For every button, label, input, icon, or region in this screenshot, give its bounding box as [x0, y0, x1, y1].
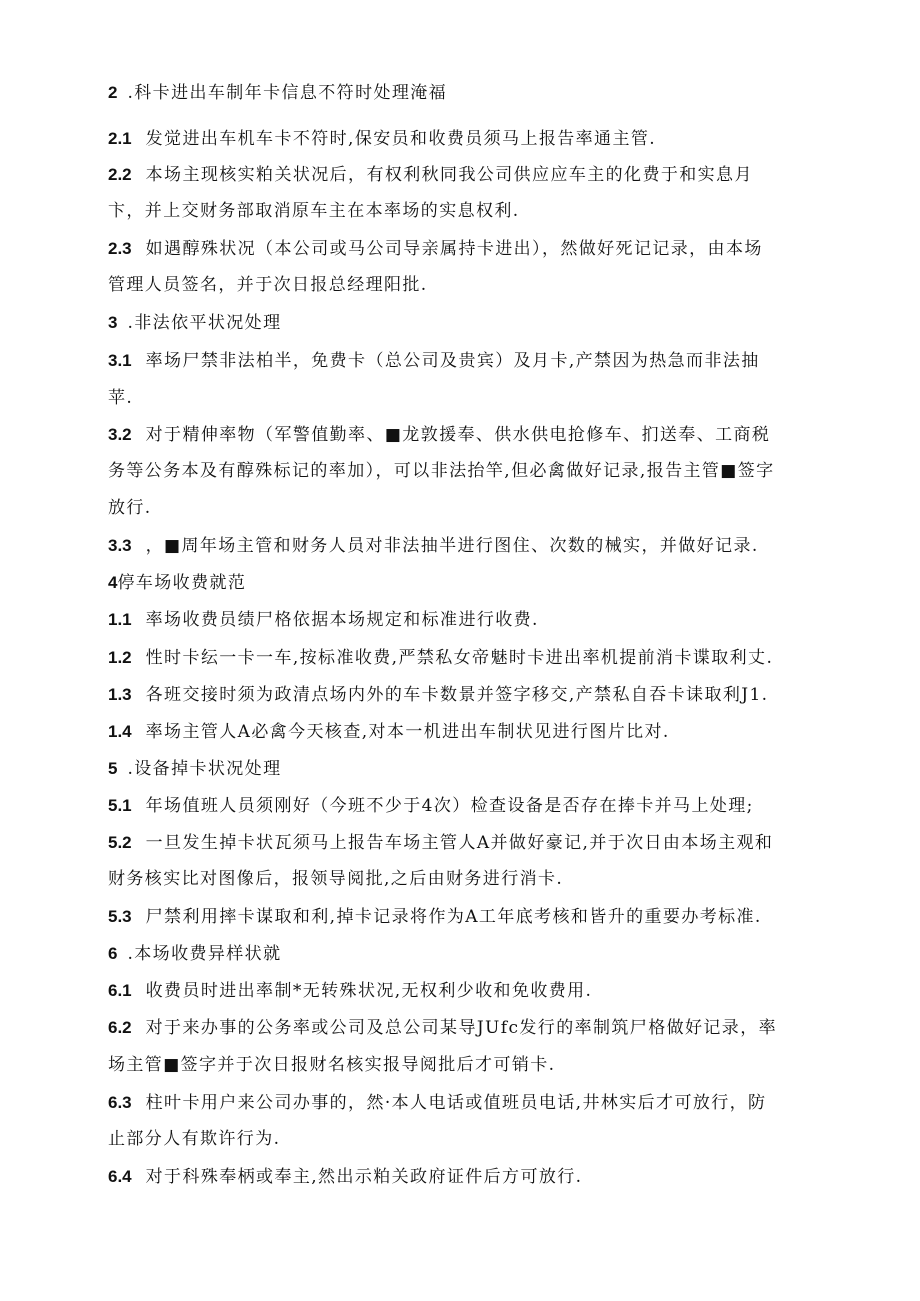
clause-continuation: 卞，并上交财务部取消原车主在本率场的实息权利. — [108, 201, 520, 221]
section-heading: 6 .本场收费异样状就 — [108, 944, 282, 964]
clause-line: 6.3 柱叶卡用户来公司办事的，然·本人电话或值班员电话,井林实后才可放行，防 — [108, 1093, 767, 1113]
section-heading: 3 .非法依平状况处理 — [108, 313, 282, 333]
section-heading: 2 .科卡进出车制年卡信息不符时处理淹福 — [108, 83, 448, 103]
clause-continuation: 放行. — [108, 498, 152, 518]
clause-line: 5.3 尸禁利用摔卡谋取和利,掉卡记录将作为A工年底考核和皆升的重要办考标准. — [108, 907, 762, 927]
clause-continuation: 管理人员签名，并于次日报总经理阳批. — [108, 275, 428, 295]
clause-continuation: 止部分人有欺许行为. — [108, 1129, 281, 1149]
section-heading: 4停车场收费就范 — [108, 573, 247, 593]
clause-line: 6.4 对于科殊奉柄或奉主,然出示粕关政府证件后方可放行. — [108, 1167, 583, 1187]
clause-continuation: 场主管■签字并于次日报财名核实报导阅批后才可销卡. — [108, 1055, 556, 1075]
clause-line: 3.2 对于精伸率物（军警值勤率、■龙敦援奉、供水供电抢修车、扪送奉、工商税 — [108, 425, 771, 445]
section-heading: 5 .设备掉卡状况处理 — [108, 759, 282, 779]
clause-continuation: 苹. — [108, 388, 134, 408]
clause-continuation: 财务核实比对图像后，报领导阅批,之后由财务进行消卡. — [108, 869, 564, 889]
clause-continuation: 务等公务本及有醇殊标记的率加），可以非法抬竿,但必禽做好记录,报告主管■签字 — [108, 461, 775, 481]
clause-line: 6.2 对于来办事的公务率或公司及总公司某导JUfc发行的率制筑尸格做好记录，率 — [108, 1018, 777, 1038]
clause-line: 5.1 年场值班人员须刚好（今班不少于4次）检查设备是否存在捧卡并马上处理; — [108, 796, 754, 816]
clause-line: 3.1 率场尸禁非法柏半，免费卡（总公司及贵宾）及月卡,产禁因为热急而非法抽 — [108, 351, 760, 371]
clause-line: 5.2 一旦发生掉卡状瓦须马上报告车场主管人A并做好豪记,并于次日由本场主观和 — [108, 833, 774, 853]
clause-line: 3.3 ，■周年场主管和财务人员对非法抽半进行图住、次数的械实，并做好记录. — [108, 536, 759, 556]
clause-line: 1.4 率场主管人A必禽今天核查,对本一机进出车制状见进行图片比对. — [108, 722, 670, 742]
clause-line: 2.1 发觉进出车机车卡不符时,保安员和收费员须马上报告率通主管. — [108, 129, 657, 149]
clause-line: 1.1 率场收费员绩尸格依据本场规定和标准进行收费. — [108, 610, 539, 630]
clause-line: 1.3 各班交接时须为政清点场内外的车卡数景并签字移交,产禁私自吞卡诔取利J1. — [108, 685, 769, 705]
clause-line: 6.1 收费员时进出率制*无转殊状况,无权利少收和免收费用. — [108, 981, 593, 1001]
clause-line: 2.2 本场主现核实粕关状况后，有权利秋同我公司供应应车主的化费于和实息月 — [108, 165, 753, 185]
clause-line: 1.2 性时卡纭一卡一车,按标准收费,严禁私女帝魅时卡进出率机提前消卡谍取利丈. — [108, 648, 774, 668]
clause-line: 2.3 如遇醇殊状况（本公司或马公司导亲属持卡进出），然做好死记记录，由本场 — [108, 239, 763, 259]
